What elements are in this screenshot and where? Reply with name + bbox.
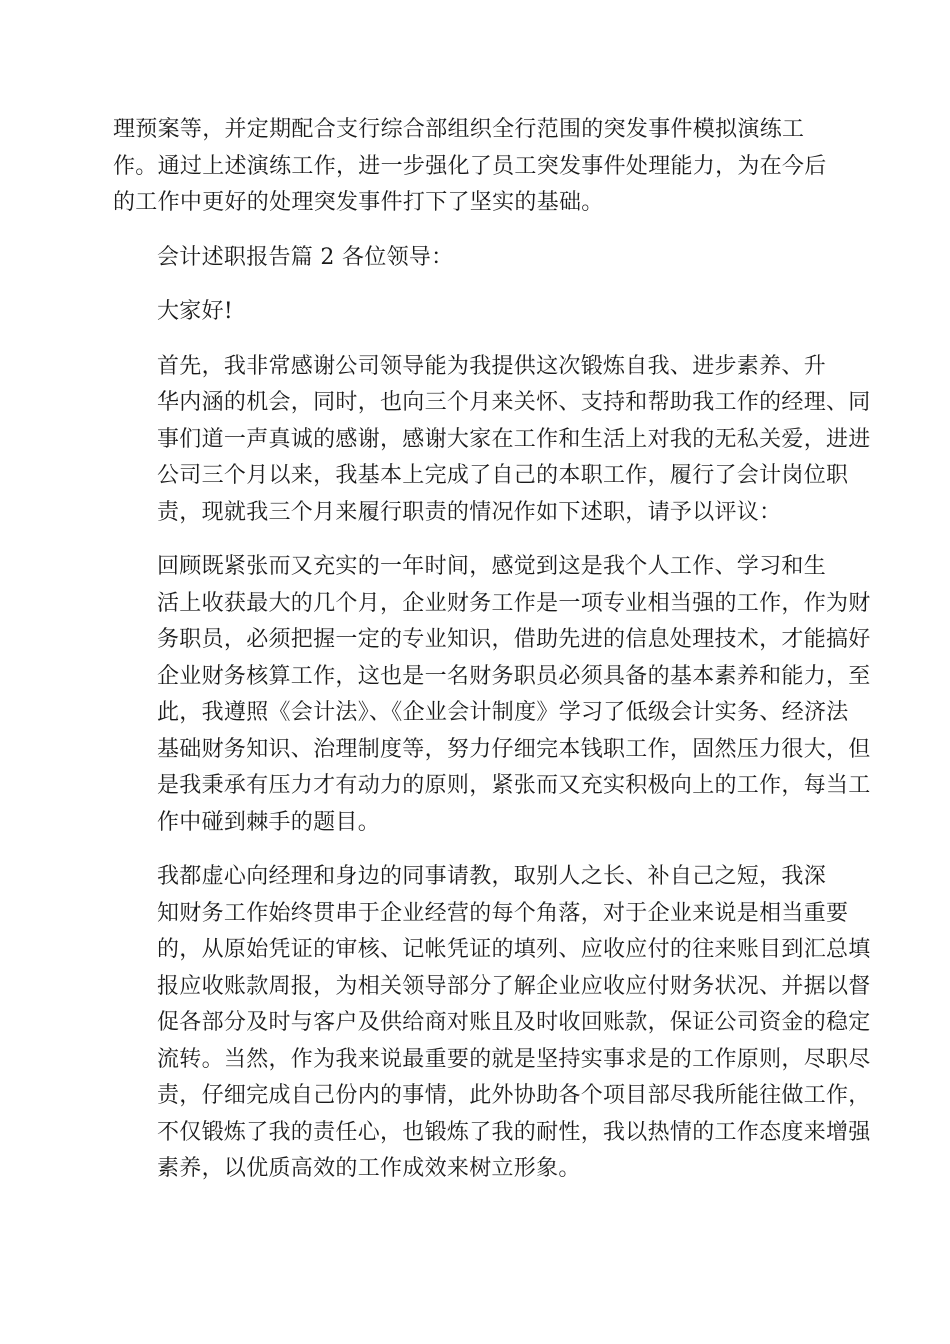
text-line: 作中碰到棘手的题目。 <box>157 809 381 835</box>
text-line: 基础财务知识、治理制度等，努力仔细完本钱职工作，固然压力很大，但 <box>157 736 871 762</box>
text-line: 促各部分及时与客户及供给商对账且及时收回账款，保证公司资金的稳定 <box>157 1010 871 1035</box>
greeting <box>113 294 843 331</box>
text-line: 素养，以优质高效的工作成效来树立形象。 <box>157 1156 581 1181</box>
text-line: 不仅锻炼了我的责任心，也锻炼了我的耐性，我以热情的工作态度来增强 <box>157 1119 871 1145</box>
text-line: 首先，我非常感谢公司领导能为我提供这次锻炼自我、进步素养、升 <box>157 353 827 379</box>
document-page <box>113 112 871 1206</box>
text-line: 的，从原始凭证的审核、记帐凭证的填列、应收应付的往来账目到汇总填 <box>157 937 871 962</box>
paragraph-opening <box>113 349 871 532</box>
text-line: 责，仔细完成自己份内的事情，此外协助各个项目部尽我所能往做工作， <box>157 1083 871 1108</box>
text-line: 务职员，必须把握一定的专业知识，借助先进的信息处理技术，才能搞好 <box>157 627 871 652</box>
text-line: 的工作中更好的处理突发事件打下了坚实的基础。 <box>113 190 604 215</box>
paragraph-learning <box>113 859 871 1188</box>
section-heading <box>113 240 843 277</box>
text-line: 公司三个月以来，我基本上完成了自己的本职工作，履行了会计岗位职 <box>157 463 849 488</box>
text-line: 事们道一声真诚的感谢，感谢大家在工作和生活上对我的无私关爱，进进 <box>157 426 871 452</box>
text-line: 知财务工作始终贯串于企业经营的每个角落，对于企业来说是相当重要 <box>157 900 849 926</box>
text-line: 回顾既紧张而又充实的一年时间，感觉到这是我个人工作、学习和生 <box>157 554 827 579</box>
text-line: 作。通过上述演练工作，进一步强化了员工突发事件处理能力，为在今后 <box>113 153 827 179</box>
text-line: 企业财务核算工作，这也是一名财务职员必须具备的基本素养和能力，至 <box>157 663 871 689</box>
text-line: 报应收账款周报，为相关领导部分了解企业应收应付财务状况、并据以督 <box>157 973 871 999</box>
text-line: 大家好! <box>157 299 234 324</box>
text-line: 会计述职报告篇 2 各位领导： <box>157 244 454 270</box>
paragraph-review <box>113 549 871 841</box>
text-line: 流转。当然，作为我来说最重要的就是坚持实事求是的工作原则，尽职尽 <box>157 1046 871 1072</box>
text-line: 华内涵的机会，同时，也向三个月来关怀、支持和帮助我工作的经理、同 <box>157 390 871 415</box>
text-line: 活上收获最大的几个月，企业财务工作是一项专业相当强的工作，作为财 <box>157 590 871 616</box>
text-line: 是我秉承有压力才有动力的原则，紧张而又充实积极向上的工作，每当工 <box>157 773 871 798</box>
text-line: 此，我遵照《会计法》、《企业会计制度》学习了低级会计实务、经济法 <box>157 700 849 725</box>
text-line: 责，现就我三个月来履行职责的情况作如下述职，请予以评议： <box>157 499 782 525</box>
text-line: 我都虚心向经理和身边的同事请教，取别人之长、补自己之短，我深 <box>157 864 827 889</box>
text-line: 理预案等，并定期配合支行综合部组织全行范围的突发事件模拟演练工 <box>113 117 805 142</box>
paragraph-continuation <box>113 112 843 222</box>
